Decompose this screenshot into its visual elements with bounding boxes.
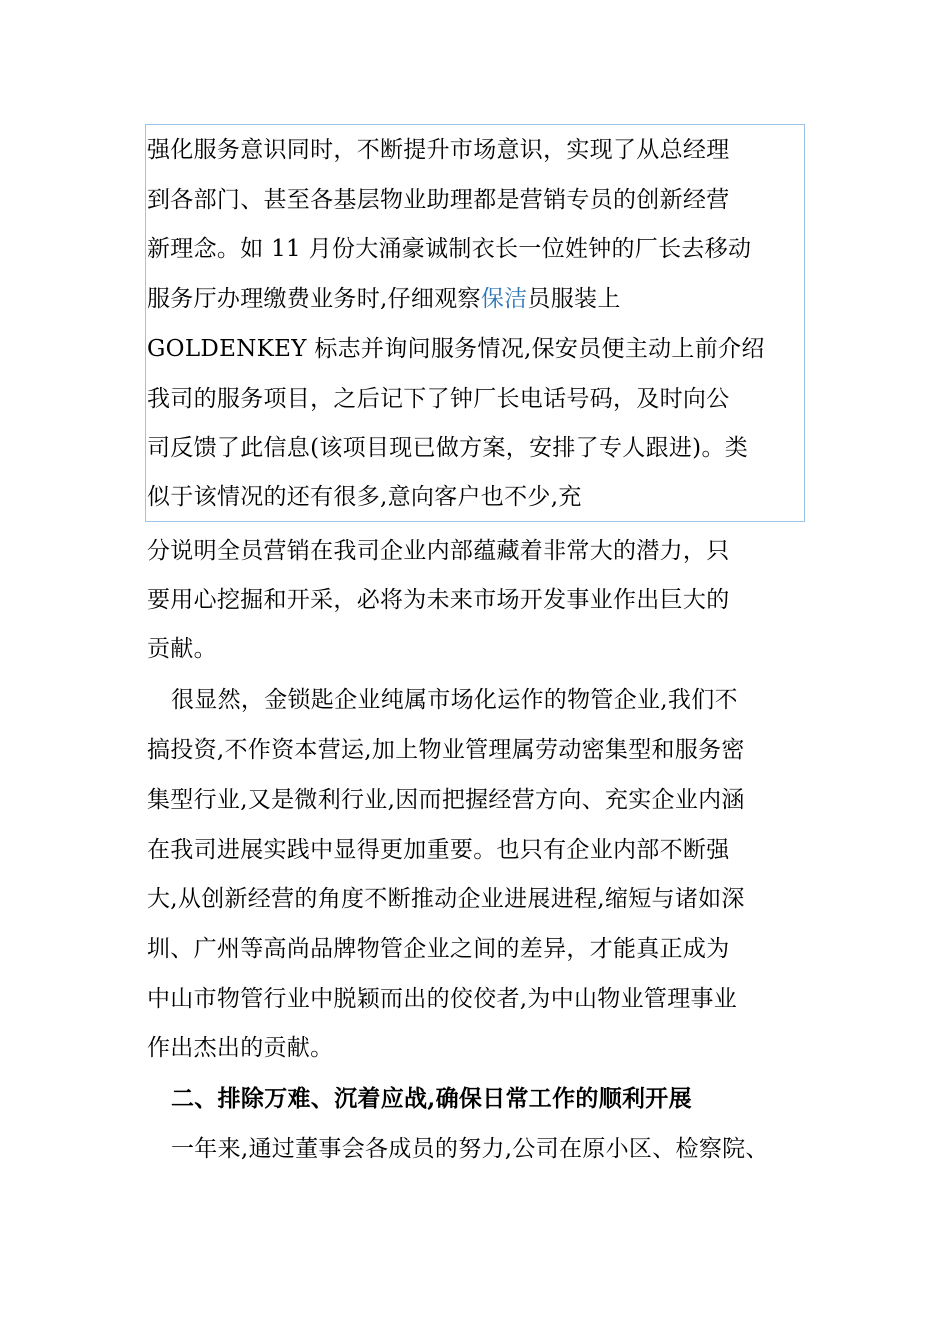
paragraph-first-line: 很显然，金锁匙企业纯属市场化运作的物管企业,我们不 — [171, 687, 738, 713]
text-line: 在我司进展实践中显得更加重要。也只有企业内部不断强 — [147, 837, 730, 863]
text-segment: 服务厅办理缴费业务时,仔细观察 — [147, 286, 481, 312]
text-line: GOLDENKEY 标志并询问服务情况,保安员便主动上前介绍 — [147, 336, 765, 362]
text-line: 似于该情况的还有很多,意向客户也不少,充 — [147, 484, 582, 510]
section-heading: 二、排除万难、沉着应战,确保日常工作的顺利开展 — [171, 1085, 692, 1112]
cleaning-link[interactable]: 保洁 — [480, 286, 528, 312]
text-line: 大,从创新经营的角度不断推动企业进展进程,缩短与诸如深 — [147, 886, 745, 912]
paragraph-first-line: 一年来,通过董事会各成员的努力,公司在原小区、检察院、 — [171, 1136, 769, 1162]
text-line: 分说明全员营销在我司企业内部蕴藏着非常大的潜力，只 — [147, 538, 730, 564]
text-segment: 员服装上 — [527, 286, 621, 312]
text-line: 新理念。如 11 月份大涌豪诚制衣长一位姓钟的厂长去移动 — [147, 236, 752, 262]
text-line: 集型行业,又是微利行业,因而把握经营方向、充实企业内涵 — [147, 787, 745, 813]
text-line: 强化服务意识同时，不断提升市场意识，实现了从总经理 — [147, 137, 730, 163]
text-line: 要用心挖掘和开采，必将为未来市场开发事业作出巨大的 — [147, 587, 730, 613]
text-line: 司反馈了此信息(该项目现已做方案，安排了专人跟进)。类 — [147, 435, 749, 461]
text-line: 贡献。 — [147, 636, 217, 662]
text-line: 作出杰出的贡献。 — [147, 1035, 334, 1061]
text-line: 搞投资,不作资本营运,加上物业管理属劳动密集型和服务密 — [147, 737, 745, 763]
text-line-with-link — [147, 284, 621, 314]
text-line: 中山市物管行业中脱颖而出的佼佼者,为中山物业管理事业 — [147, 986, 738, 1012]
text-line: 圳、广州等高尚品牌物管企业之间的差异，才能真正成为 — [147, 936, 730, 962]
text-line: 我司的服务项目，之后记下了钟厂长电话号码，及时向公 — [147, 386, 730, 412]
text-line: 到各部门、甚至各基层物业助理都是营销专员的创新经营 — [147, 187, 730, 213]
